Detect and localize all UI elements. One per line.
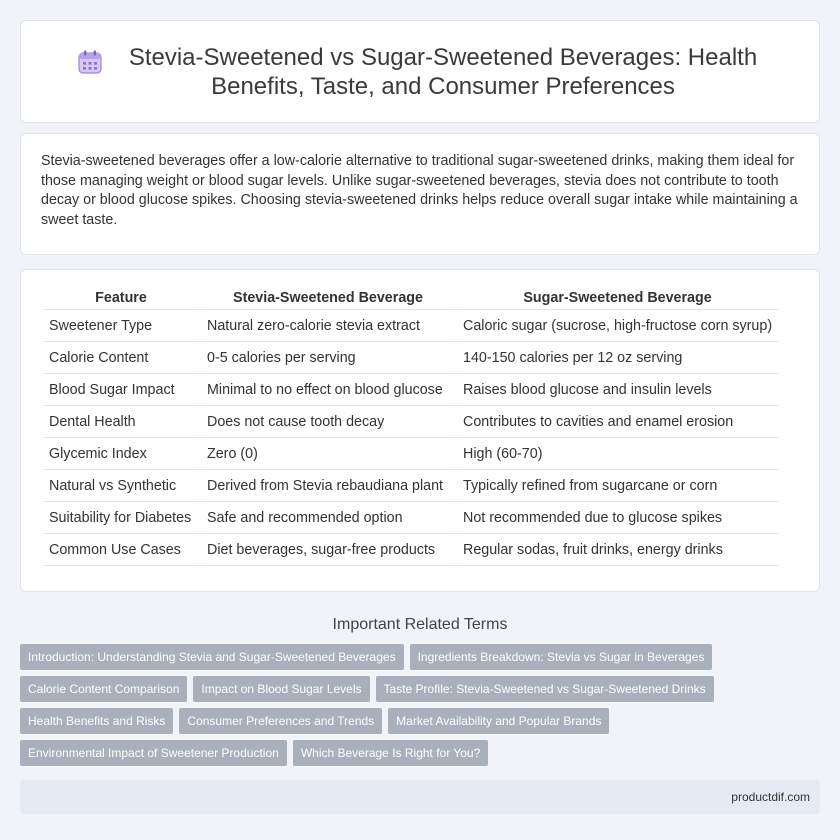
table-header-row bbox=[43, 286, 778, 310]
related-term-tag[interactable]: Market Availability and Popular Brands bbox=[388, 708, 609, 734]
intro-card bbox=[20, 133, 820, 255]
table-cell: Does not cause tooth decay bbox=[201, 408, 455, 438]
related-term-tag[interactable]: Calorie Content Comparison bbox=[20, 676, 187, 702]
table-cell: Diet beverages, sugar-free products bbox=[201, 536, 455, 566]
table-row bbox=[43, 312, 778, 342]
table-cell: High (60-70) bbox=[457, 440, 778, 470]
footer bbox=[20, 780, 820, 814]
table-cell: Common Use Cases bbox=[43, 536, 199, 566]
table-row bbox=[43, 504, 778, 534]
related-terms-list bbox=[20, 644, 820, 772]
table-cell: Not recommended due to glucose spikes bbox=[457, 504, 778, 534]
related-term-tag[interactable]: Introduction: Understanding Stevia and Sugar-Sweetened Beverages bbox=[20, 644, 404, 670]
table-cell: Regular sodas, fruit drinks, energy drinks bbox=[457, 536, 778, 566]
page bbox=[20, 20, 820, 814]
table-cell: Calorie Content bbox=[43, 344, 199, 374]
title-row bbox=[77, 43, 763, 101]
table-cell: Natural zero-calorie stevia extract bbox=[201, 312, 455, 342]
table-cell: Safe and recommended option bbox=[201, 504, 455, 534]
related-term-tag[interactable]: Which Beverage Is Right for You? bbox=[293, 740, 488, 766]
table-cell: 0-5 calories per serving bbox=[201, 344, 455, 374]
table-row bbox=[43, 472, 778, 502]
table-cell: Blood Sugar Impact bbox=[43, 376, 199, 406]
table-row bbox=[43, 536, 778, 566]
site-name[interactable]: productdif.com bbox=[731, 790, 810, 804]
related-term-tag[interactable]: Ingredients Breakdown: Stevia vs Sugar in Beverages bbox=[410, 644, 713, 670]
related-term-tag[interactable]: Health Benefits and Risks bbox=[20, 708, 173, 734]
table-cell: Sweetener Type bbox=[43, 312, 199, 342]
related-term-tag[interactable]: Environmental Impact of Sweetener Production bbox=[20, 740, 287, 766]
calendar-icon bbox=[77, 49, 103, 75]
table-cell: Contributes to cavities and enamel erosion bbox=[457, 408, 778, 438]
table-row bbox=[43, 376, 778, 406]
table-cell: Derived from Stevia rebaudiana plant bbox=[201, 472, 455, 502]
table-row bbox=[43, 440, 778, 470]
header-card bbox=[20, 20, 820, 123]
page-title: Stevia-Sweetened vs Sugar-Sweetened Beverages: Health Benefits, Taste, and Consumer Preferences bbox=[128, 43, 758, 100]
table-cell: Raises blood glucose and insulin levels bbox=[457, 376, 778, 406]
table-cell: Minimal to no effect on blood glucose bbox=[201, 376, 455, 406]
table-cell: Dental Health bbox=[43, 408, 199, 438]
table-cell: Zero (0) bbox=[201, 440, 455, 470]
table-row bbox=[43, 408, 778, 438]
related-term-tag[interactable]: Taste Profile: Stevia-Sweetened vs Sugar-Sweetened Drinks bbox=[376, 676, 714, 702]
related-term-tag[interactable]: Impact on Blood Sugar Levels bbox=[193, 676, 369, 702]
column-header: Sugar-Sweetened Beverage bbox=[457, 286, 778, 310]
table-row bbox=[43, 344, 778, 374]
table-cell: 140-150 calories per 12 oz serving bbox=[457, 344, 778, 374]
comparison-table-card bbox=[20, 269, 820, 592]
column-header: Feature bbox=[43, 286, 199, 310]
intro-text: Stevia-sweetened beverages offer a low-calorie alternative to traditional sugar-sweetened drinks, making them ideal for those managing weight or blood sugar levels. Unlike sugar-sweetened beverages, stevia does not contribute to tooth decay or blood glucose spikes. Choosing stevia-sweetened drinks helps reduce overall sugar intake while maintaining a sweet taste. bbox=[41, 153, 798, 228]
table-cell: Suitability for Diabetes bbox=[43, 504, 199, 534]
related-term-tag[interactable]: Consumer Preferences and Trends bbox=[179, 708, 382, 734]
table-cell: Glycemic Index bbox=[43, 440, 199, 470]
column-header: Stevia-Sweetened Beverage bbox=[201, 286, 455, 310]
comparison-table bbox=[41, 284, 780, 568]
table-cell: Caloric sugar (sucrose, high-fructose corn syrup) bbox=[457, 312, 778, 342]
table-cell: Natural vs Synthetic bbox=[43, 472, 199, 502]
table-cell: Typically refined from sugarcane or corn bbox=[457, 472, 778, 502]
related-terms-title: Important Related Terms bbox=[332, 616, 508, 633]
